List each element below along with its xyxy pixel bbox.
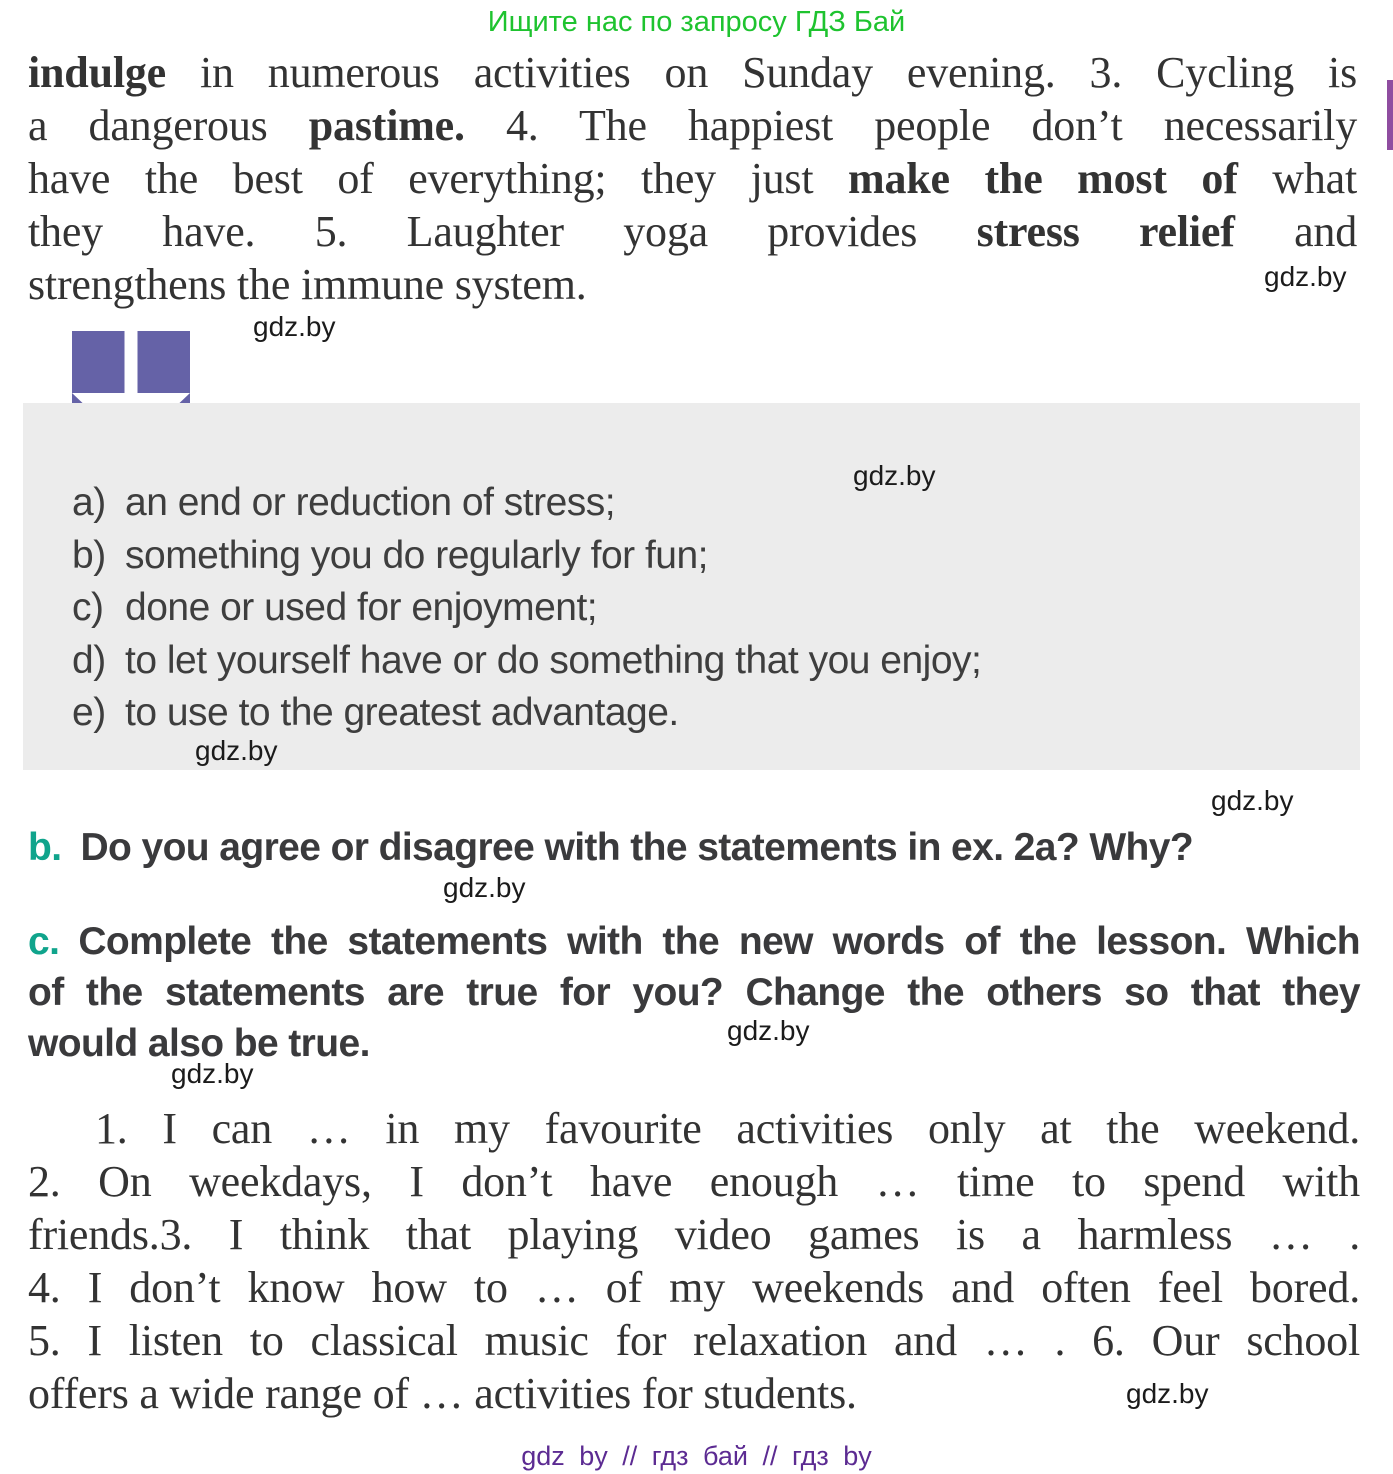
task-c-heading: [28, 916, 1360, 1069]
bold-term: indulge: [28, 48, 166, 97]
exercise-2c-statements: [28, 1102, 1360, 1420]
paragraph-line: indulge in numerous activities on Sunday evening. 3. Cycling is: [28, 48, 1357, 97]
definitions-box: [23, 403, 1360, 770]
heading-line: c. Complete the statements with the new words of the lesson. Which: [28, 920, 1360, 963]
item-letter: e): [72, 691, 106, 734]
item-text: an end or reduction of stress;: [125, 481, 616, 524]
statement-line: friends.3. I think that playing video games is a harmless … .: [28, 1210, 1360, 1259]
gdz-watermark: gdz.by: [853, 460, 936, 491]
exercise-2a-paragraph: [28, 46, 1357, 311]
paragraph-line: a dangerous pastime. 4. The happiest people don’t necessarily: [28, 101, 1358, 150]
item-text: done or used for enjoyment;: [125, 586, 598, 629]
item-text: to use to the greatest advantage.: [125, 691, 679, 734]
task-b-heading: b. Do you agree or disagree with the statements in ex. 2a? Why?: [28, 826, 1194, 869]
gdz-watermark: gdz.by: [171, 1058, 254, 1089]
item-text: something you do regularly for fun;: [125, 533, 709, 577]
gdz-watermark: gdz.by: [727, 1015, 810, 1046]
item-letter: d): [72, 638, 106, 682]
definition-item: [72, 477, 1330, 530]
definition-item: [72, 530, 1330, 583]
statement-line: 5. I listen to classical music for relaxation and … . 6. Our school: [28, 1316, 1360, 1365]
task-b-label: b.: [28, 826, 62, 869]
item-letter: a): [72, 481, 106, 524]
task-c-label: c.: [28, 920, 60, 963]
paragraph-line: they have. 5. Laughter yoga provides stress relief and: [28, 207, 1357, 256]
statement-line: 1. I can … in my favourite activities only at the weekend.: [95, 1104, 1360, 1153]
statement-line: 4. I don’t know how to … of my weekends and often feel bored.: [28, 1263, 1360, 1312]
paragraph-line: have the best of everything; they just make the most of what: [28, 154, 1358, 203]
gdz-watermark: gdz.by: [253, 311, 336, 342]
paragraph-line: strengthens the immune system.: [28, 260, 587, 309]
item-text: to let yourself have or do something that you enjoy;: [125, 638, 982, 682]
page-edge-marker: [1387, 80, 1393, 150]
item-letter: b): [72, 533, 106, 577]
bold-term: pastime.: [308, 101, 465, 150]
promo-banner: Ищите нас по запросу ГДЗ Бай: [487, 6, 906, 38]
statement-line: offers a wide range of … activities for students.: [28, 1369, 857, 1418]
gdz-watermark: gdz.by: [1126, 1378, 1209, 1409]
gdz-watermark: gdz.by: [1211, 785, 1294, 816]
statement-line: 2. On weekdays, I don’t have enough … time to spend with: [28, 1157, 1360, 1206]
definition-item: [72, 582, 1330, 635]
definition-item: [72, 687, 1330, 740]
definition-item: [72, 635, 1330, 688]
gdz-watermark: gdz.by: [443, 872, 526, 903]
heading-line: of the statements are true for you? Change the others so that they: [28, 971, 1360, 1014]
bold-term: make the most of: [848, 154, 1238, 203]
gdz-watermark: gdz.by: [1264, 261, 1347, 292]
heading-line: would also be true.: [28, 1022, 370, 1065]
footer-credits: gdz by // гдз бай // гдз by: [521, 1441, 872, 1471]
gdz-watermark: gdz.by: [195, 735, 278, 766]
item-letter: c): [72, 586, 104, 629]
bold-term: stress relief: [976, 207, 1235, 256]
